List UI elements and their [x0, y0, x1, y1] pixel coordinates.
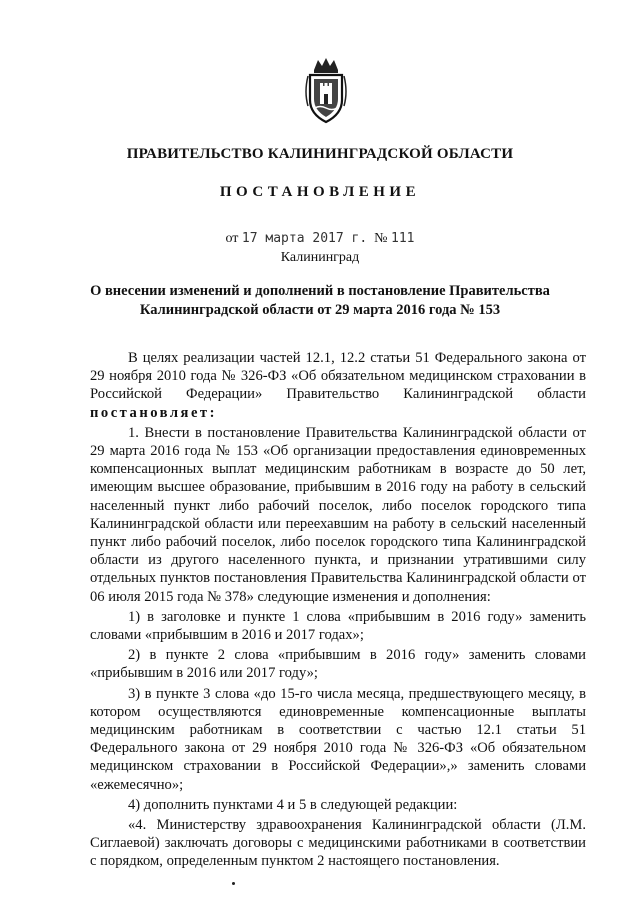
document-title-line-2: Калининградской области от 29 марта 2016 года № 153: [139, 302, 501, 318]
date-prefix: от: [225, 231, 239, 246]
document-number: 111: [391, 231, 415, 246]
document-body: [90, 349, 586, 873]
organization-heading: ПРАВИТЕЛЬСТВО КАЛИНИНГРАДСКОЙ ОБЛАСТИ: [126, 146, 514, 162]
coat-of-arms-emblem: [302, 56, 350, 128]
amendment-item-1: 1) в заголовке и пункте 1 слова «прибывшим в 2016 году» заменить словами «прибывшим в 2016 и 2017 годах»;: [90, 608, 586, 644]
document-date: 17 марта 2017 г.: [241, 231, 368, 246]
clause-1: 1. Внести в постановление Правительства Калининградской области от 29 марта 2016 года № 153 «Об организации предоставления единовременных компенсационных выплат медицинским работникам в возрасте до 50 лет, имеющим высшее образование, прибывшим в 2016 году на работу в сельский населенный пункт либо рабочий поселок, либо поселок городского типа Калининградской области или переехавшим на работу в сельский населенный пункт либо рабочий поселок, либо поселок городского типа Калининградской области из другого населенного пункта, и признании утратившими силу отдельных пунктов постановления Правительства Калининградской области от 06 июля 2015 года № 378» следующие изменения и дополнения:: [90, 424, 586, 605]
document-title-line-1: О внесении изменений и дополнений в постановление Правительства: [90, 283, 550, 299]
document-type-heading: ПОСТАНОВЛЕНИЕ: [219, 184, 421, 200]
amendment-item-3: 3) в пункте 3 слова «до 15-го числа месяца, предшествующего месяцу, в котором осуществляются единовременные компенсационные выплаты медицинским работникам в соответствии с частью 12.1 статьи 51 Федерального закона от 29 ноября 2010 года № 326-ФЗ «Об обязательном медицинском страховании в Российской Федерации»,» заменить словами «ежемесячно»;: [90, 685, 586, 793]
scan-speck: [232, 882, 235, 885]
document-date-line: [0, 231, 640, 247]
intro-paragraph: [90, 349, 586, 422]
amendment-item-4: 4) дополнить пунктами 4 и 5 в следующей редакции:: [128, 796, 458, 813]
intro-text: В целях реализации частей 12.1, 12.2 статьи 51 Федерального закона от 29 ноября 2010 года № 326-ФЗ «Об обязательном медицинском страховании в Российской Федерации» Правительство Калининградской области: [90, 350, 586, 403]
decree-word: постановляет:: [90, 404, 217, 421]
number-prefix: №: [374, 231, 388, 246]
document-title: [80, 282, 560, 320]
amendment-item-2: 2) в пункте 2 слова «прибывшим в 2016 году» заменить словами «прибывшим в 2016 или 2017 году»;: [90, 647, 586, 682]
new-clause-4: «4. Министерству здравоохранения Калининградской области (Л.М. Сиглаевой) заключать договоры с медицинскими работниками в соответствии с порядком, определенным пунктом 2 настоящего постановления.: [90, 817, 586, 870]
document-city: Калининград: [280, 250, 360, 265]
